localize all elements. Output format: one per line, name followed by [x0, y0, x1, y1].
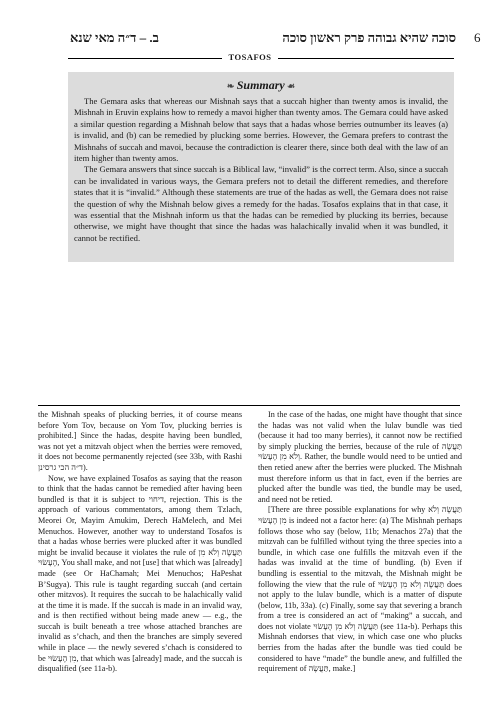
summary-paragraph-2: The Gemara answers that since succah is a Biblical law, “invalid” is the correct term. Also, since a succah can be invalidated in various ways, the Gemara prefers not to detail the different remedies, and therefore states that it is “invalid.” Although these statements are true of the hadas as well, the Gemara does not raise the question of why the Mishnah below gives a remedy for the hadas. Tosafos explains that in that case, it was essential that the Mishnah inform us that the hadas can be remedied by plucking its berries, because otherwise, we might have thought that since the hadas was halachically invalid when it was bundled, it cannot be rectified.: [74, 164, 448, 243]
section-label-text: TOSAFOS: [222, 52, 277, 62]
dibbur-hamaschil-heading: ב. – ד״ה מאי שנא: [70, 30, 159, 45]
summary-box: [68, 72, 454, 262]
commentary-divider: [38, 405, 460, 406]
right-paragraph-1: In the case of the hadas, one might have thought that since the hadas was not valid when the lulav bundle was tied (because it had too many berries), it cannot now be rectified by simply plucking the berries, because of the rule of תַּעֲשֶׂה וְלֹא מִן הֶעָשׂוּי. Rather, the bundle would need to be untied and then retied anew after the berries were plucked. The Mishnah must therefore inform us that in fact, even if the berries are plucked after the bundle was tied, the bundle may be used, and need not be retied.: [258, 410, 462, 504]
right-paragraph-2: [There are three possible explanations for why תַּעֲשֶׂה וְלֹא מִן הֶעָשׂוּי is indeed not a factor here: (a) The Mishnah perhaps follows those who say (below, 11b; Menachos 27a) that the mitzvah can be fulfilled without tying the three species into a bundle, in which case one fulfills the mitzvah even if the hadas was invalid at the time of bundling. (b) Even if bundling is essential to the mitzvah, the Mishnah might be following the view that the rule of תַּעֲשֶׂה וְלֹא מִן הֶעָשׂוּי does not apply to the lulav bundle, which is a matter of dispute (below, 11b, 33a). (c) Finally, some say that severing a branch from a tree is considered an act of “making” a succah, and does not violate תַּעֲשֶׂה וְלֹא מִן הֶעָשׂוּי (see 11a-b). Perhaps this Mishnah endorses that view, in which case one who plucks berries from the hadas after the bundle was tied could be considered to have “made” the bundle anew, and fulfilled the requirement of תַּעֲשֶׂה, make.]: [258, 505, 463, 674]
summary-title-text: Summary: [236, 78, 285, 92]
running-header: [0, 30, 500, 50]
summary-paragraph-1: The Gemara asks that whereas our Mishnah says that a succah higher than twenty amos is invalid, the Mishnah in Eruvin explains how to remedy a mavoi higher than twenty amos. The Gemara could have asked a similar question regarding a Mishnah below that says that a hadas whose berries outnumber its leaves (a) is invalid, and (b) can be remedied by plucking some berries. However, the Gemara prefers to contrast the Mishnahs of succah and mavoi, because the contradiction is clearer there, since both deal with the law of an item higher than twenty amos.: [74, 96, 448, 164]
left-paragraph-1: the Mishnah speaks of plucking berries, it of course means before Yom Tov, because on Yom Tov, plucking berries is prohibited.] Since the hadas, despite having been bundled, was not yet a mitzvah object when the berries were removed, it does not become permanently rejected (see 33b, with Rashi ד״ה הכי גרסינן).: [38, 410, 242, 472]
tractate-chapter-heading: סוכה שהיא גבוהה פרק ראשון סוכה: [282, 30, 456, 45]
summary-title: [74, 78, 448, 93]
ornament-right-icon: ☙: [284, 81, 296, 91]
right-column: [258, 410, 462, 675]
left-column: [38, 410, 242, 675]
page-number: 6: [474, 30, 481, 45]
left-paragraph-2: Now, we have explained Tosafos as saying that the reason to think that the hadas cannot be remedied after having been bundled is that it is subject to דיחוי, rejection. This is the approach of various commentators, among them Tzlach, Meorei Or, Mayim Amukim, Derech HaMelech, and Mei Menuchos. However, another way to understand Tosafos is that a hadas whose berries were plucked after it was bundled might be invalid because it violates the rule of תַּעֲשֶׂה וְלֹא מִן הֶעָשׂוּי, You shall make, and not [use] that which was [already] made (see Or HaChamah; Mei Menuchos; HaPeshat B’Sugya). This rule is taught regarding succah (and certain other mitzvos). It requires the succah to be halachically valid at the time it is made. If the succah is made in an invalid way, and is then rectified without being made anew — e.g., the succah is built beneath a tree whose attached branches are invalid as s’chach, and then the branches are simply severed while in place — the newly severed s’chach is considered to be מִן הֶעָשׂוּי, that which was [already] made, and the succah is disqualified (see 11a-b).: [38, 473, 243, 674]
ornament-left-icon: ❧: [226, 81, 237, 91]
section-label: [0, 52, 500, 62]
